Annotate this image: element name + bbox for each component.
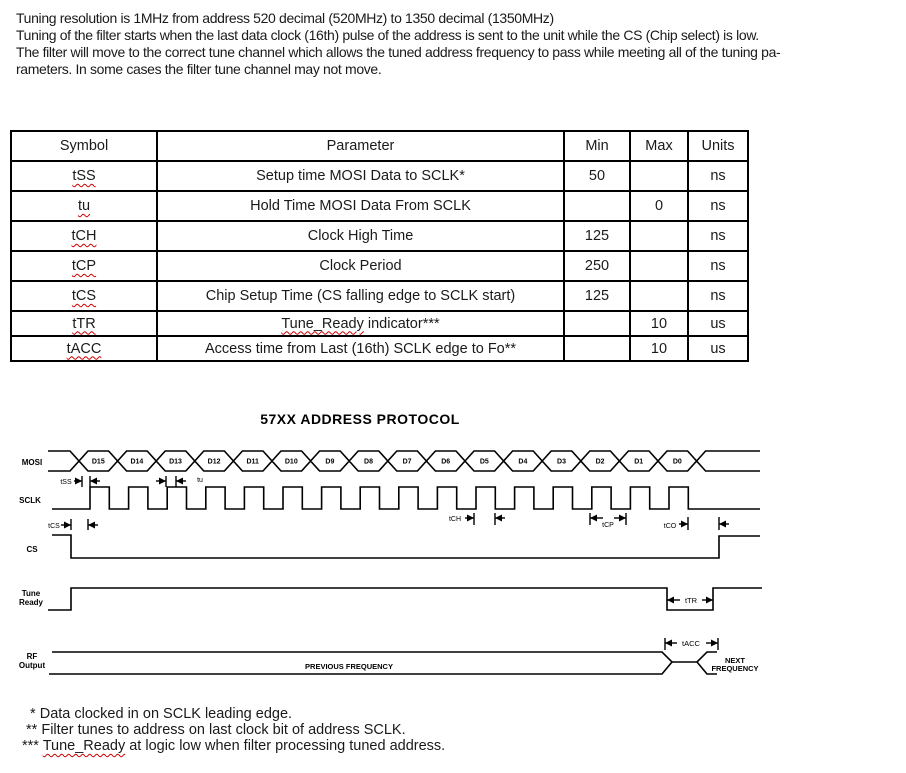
units-cell: ns <box>688 281 748 311</box>
signal-label-ready: Ready <box>18 598 44 607</box>
min-cell: 125 <box>564 221 630 251</box>
symbol-cell: tTR <box>72 315 96 332</box>
tch-label: tCH <box>448 516 462 523</box>
mosi-bit-label: D14 <box>130 458 144 466</box>
parameter-cell: Chip Setup Time (CS falling edge to SCLK start) <box>157 281 564 311</box>
footnotes <box>22 706 445 754</box>
symbol-cell: tCH <box>71 228 97 244</box>
parameter-rest: indicator*** <box>363 315 440 332</box>
mosi-bit-label: D11 <box>246 458 259 466</box>
mosi-bit-label: D10 <box>284 458 298 466</box>
mosi-bit-label: D2 <box>595 458 605 466</box>
mosi-bit-label: D7 <box>402 458 412 466</box>
symbol-cell: tCP <box>71 258 97 274</box>
header-parameter: Parameter <box>157 131 564 161</box>
max-cell: 10 <box>630 311 688 336</box>
next-frequency-label-2: FREQUENCY <box>711 664 759 673</box>
cs-waveform <box>52 535 760 558</box>
mosi-bit-label: D0 <box>672 458 682 466</box>
intro-line-2: Tuning of the filter starts when the last data clock (16th) pulse of the address is sent to the unit while the CS (Chip select) is low. <box>16 27 759 43</box>
min-cell: 50 <box>564 161 630 191</box>
mosi-bit-label: D6 <box>441 458 451 466</box>
mosi-bit-label: D3 <box>557 458 566 466</box>
max-cell <box>630 281 688 311</box>
signal-label-output: Output <box>18 661 46 670</box>
units-cell: us <box>688 336 748 361</box>
table-row <box>11 161 748 191</box>
parameter-underlined: Tune_Ready <box>281 315 364 332</box>
mosi-bit-label: D13 <box>169 458 182 466</box>
mosi-bit-label: D9 <box>325 458 335 466</box>
tune-ready-waveform <box>48 588 762 610</box>
footnote-1: * Data clocked in on SCLK leading edge. <box>22 706 293 722</box>
previous-frequency-label: PREVIOUS FREQUENCY <box>305 662 393 671</box>
header-min: Min <box>564 131 630 161</box>
signal-label-mosi: MOSI <box>21 458 43 467</box>
diagram-title: 57XX ADDRESS PROTOCOL <box>260 411 460 427</box>
min-cell: 250 <box>564 251 630 281</box>
tacc-label: tACC <box>682 639 700 648</box>
intro-line-1: Tuning resolution is 1MHz from address 520 decimal (520MHz) to 1350 decimal (1350MHz) <box>16 10 554 26</box>
signal-label-sclk: SCLK <box>19 496 41 505</box>
mosi-bit-label: D4 <box>518 458 528 466</box>
header-units: Units <box>688 131 748 161</box>
table-header-row <box>11 131 748 161</box>
mosi-bit-label: D8 <box>364 458 373 466</box>
table-row <box>11 251 748 281</box>
mosi-bit-label: D5 <box>479 458 489 466</box>
units-cell: ns <box>688 191 748 221</box>
timing-markers <box>61 476 729 650</box>
sclk-waveform <box>52 487 760 509</box>
tu-label: tu <box>197 477 203 484</box>
intro-line-4: rameters. In some cases the filter tune channel may not move. <box>16 61 382 77</box>
footnote-3-underlined: Tune_Ready <box>42 738 126 754</box>
units-cell: ns <box>688 221 748 251</box>
table-row <box>11 311 748 336</box>
max-cell: 0 <box>630 191 688 221</box>
min-cell <box>564 191 630 221</box>
signal-label-tune: Tune <box>21 589 41 598</box>
timing-diagram <box>0 400 906 700</box>
units-cell: us <box>688 311 748 336</box>
mosi-bit-label: D1 <box>634 458 644 466</box>
min-cell: 125 <box>564 281 630 311</box>
mosi-bit-label: D15 <box>91 458 105 466</box>
header-symbol: Symbol <box>11 131 157 161</box>
units-cell: ns <box>688 251 748 281</box>
parameter-cell: Hold Time MOSI Data From SCLK <box>157 191 564 221</box>
units-cell: ns <box>688 161 748 191</box>
parameter-cell <box>157 311 564 336</box>
parameter-cell: Access time from Last (16th) SCLK edge to Fo** <box>157 336 564 361</box>
tco-label: tCO <box>663 523 677 530</box>
tcp-label: tCP <box>602 522 614 529</box>
footnote-2: ** Filter tunes to address on last clock bit of address SCLK. <box>22 722 406 738</box>
table-row <box>11 221 748 251</box>
min-cell <box>564 336 630 361</box>
ttr-label: tTR <box>684 596 698 605</box>
max-cell <box>630 221 688 251</box>
symbol-cell: tCS <box>71 288 97 304</box>
footnote-3: *** Tune_Ready at logic low when filter processing tuned address. <box>22 738 446 754</box>
mosi-bit-label: D12 <box>207 458 221 466</box>
next-frequency-label-1: NEXT <box>724 656 746 665</box>
tss-label: tSS <box>60 479 72 486</box>
max-cell <box>630 161 688 191</box>
intro-line-3: The filter will move to the correct tune channel which allows the tuned address frequency to pass while meeting all of the tuning pa- <box>16 44 781 60</box>
signal-label-cs: CS <box>26 545 38 554</box>
table-row <box>11 281 748 311</box>
timing-spec-table <box>10 130 749 362</box>
parameter-cell: Clock High Time <box>157 221 564 251</box>
signal-label-rf: RF <box>26 652 38 661</box>
table-row <box>11 336 748 361</box>
intro-text <box>16 10 896 78</box>
max-cell <box>630 251 688 281</box>
table-row <box>11 191 748 221</box>
parameter-cell: Setup time MOSI Data to SCLK* <box>157 161 564 191</box>
symbol-cell: tACC <box>66 340 102 357</box>
tcs-label: tCS <box>48 523 60 530</box>
min-cell <box>564 311 630 336</box>
max-cell: 10 <box>630 336 688 361</box>
symbol-cell: tSS <box>72 168 96 184</box>
symbol-cell: tu <box>77 198 91 214</box>
header-max: Max <box>630 131 688 161</box>
parameter-cell: Clock Period <box>157 251 564 281</box>
